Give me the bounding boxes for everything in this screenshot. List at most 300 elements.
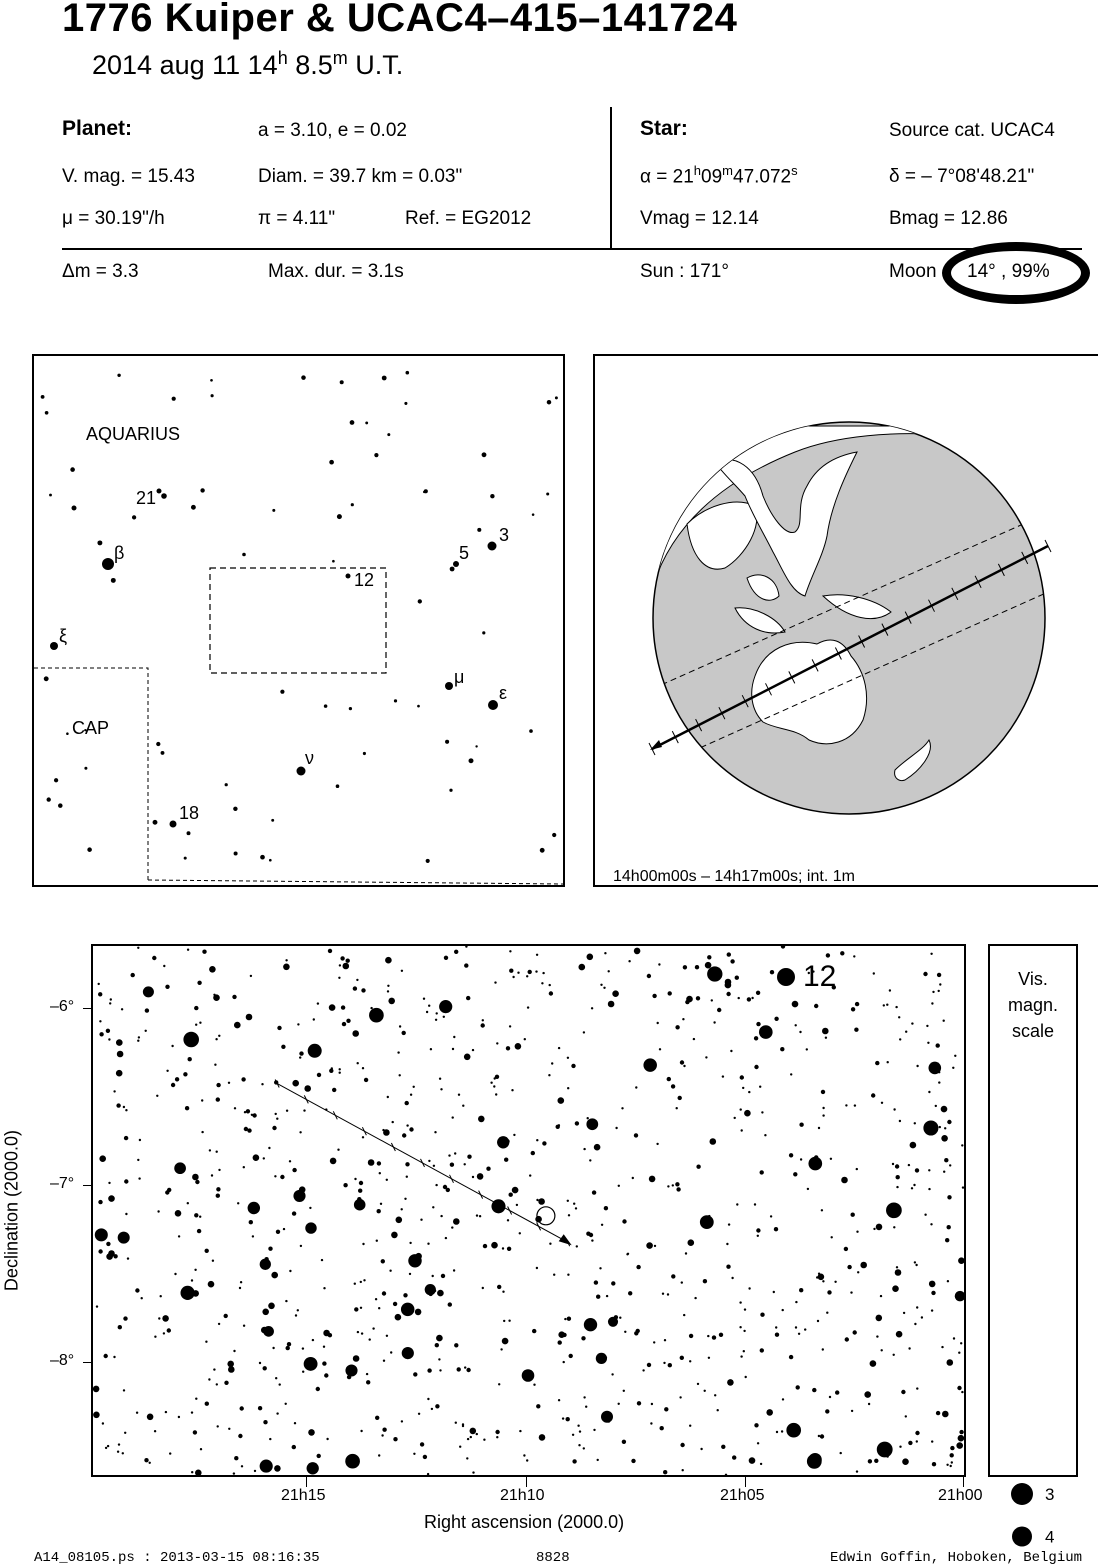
field-star [524,1038,526,1040]
field-star [571,1064,575,1068]
field-star [586,1118,598,1130]
field-star [628,960,630,962]
field-star [790,1073,792,1075]
field-star [116,1039,123,1046]
field-star [962,1186,964,1188]
field-star [939,1126,941,1128]
field-star [99,1032,103,1036]
field-star [572,1434,574,1436]
field-star [959,1430,963,1434]
field-star [381,1259,385,1263]
field-star [583,1148,585,1150]
field-star [628,1291,632,1295]
field-star [749,1457,756,1464]
field-star [676,1107,678,1109]
field-star [154,1430,156,1432]
field-star [410,1094,412,1096]
field-star [947,1280,949,1282]
field-star [597,1459,599,1461]
field-star [583,1031,585,1033]
field-star [263,1420,267,1424]
field-star [901,1390,905,1394]
field-star [583,1396,585,1398]
field-star [366,1380,370,1384]
field-star [775,1333,779,1337]
field-star [816,1276,818,1278]
field-star [935,1105,937,1107]
field-star [908,1164,910,1166]
field-star [700,1448,702,1450]
field-star [694,1297,696,1299]
field-star [98,1200,102,1204]
field-star [246,1109,250,1113]
finder-star [394,699,397,702]
star-right-ascension [640,163,798,188]
field-star [782,1309,784,1311]
field-star [369,1338,371,1340]
field-star [457,1367,461,1371]
finder-star [210,379,213,382]
field-star [682,1469,684,1471]
field-star [228,1428,230,1430]
field-star [160,1295,162,1297]
field-star [764,1134,766,1136]
planet-reference: Ref. = EG2012 [405,208,532,229]
field-star [636,1265,640,1269]
field-star [328,1333,332,1337]
field-star [418,1413,420,1415]
finder-star [382,376,387,381]
field-star [914,1261,916,1263]
field-star [689,1334,693,1338]
field-star [195,1398,197,1400]
field-star [911,1187,913,1189]
field-star [440,1215,442,1217]
field-star [756,1228,760,1232]
field-star [893,1108,895,1110]
field-star [96,1305,98,1307]
field-star [145,1008,149,1012]
field-star [389,1270,391,1272]
field-star [760,1313,764,1317]
field-star [467,1155,471,1159]
finder-star [271,819,274,822]
finder-star [161,751,165,755]
field-stars [93,944,965,1476]
field-star [399,1074,401,1076]
field-star [944,1127,946,1129]
field-star [664,1339,666,1341]
field-star [643,1058,657,1072]
field-star [472,1176,474,1178]
field-star [895,1164,899,1168]
finder-star [555,396,558,399]
field-star [686,996,693,1003]
field-star [192,1174,199,1181]
field-star [331,1067,333,1069]
field-star [760,1170,764,1174]
field-star [675,1025,679,1029]
field-star [542,1141,546,1145]
field-star [845,1104,847,1106]
field-star [383,1360,385,1362]
field-star [409,1242,411,1244]
field-star [834,1281,836,1283]
field-star [825,1409,829,1413]
field-star [915,1431,919,1435]
field-star [726,1243,728,1245]
field-star [317,1073,321,1077]
finder-star [170,821,177,828]
finder-star [45,411,49,415]
field-star [804,1328,806,1330]
finder-star [280,690,284,694]
ra-m-unit: m [722,163,733,178]
field-star [285,1300,287,1302]
field-star [125,1213,127,1215]
field-star [209,1149,211,1151]
x-tick-mark [526,1477,527,1487]
field-star [572,1459,576,1463]
x-tick-mark [963,1477,964,1487]
x-tick-mark [306,1477,307,1487]
field-star [868,1459,872,1463]
field-star [936,1411,940,1415]
field-star [957,1386,961,1390]
finder-star [187,831,191,835]
field-star [372,1327,374,1329]
field-star [93,1386,100,1393]
field-star [821,1209,823,1211]
finder-star [547,400,552,405]
field-star [381,1434,383,1436]
field-star [812,1388,816,1392]
x-axis-label: Right ascension (2000.0) [424,1512,625,1532]
field-star [693,1038,695,1040]
field-star [362,1243,364,1245]
field-star [663,1362,665,1364]
event-title: 1776 Kuiper & UCAC4–415–141724 [62,0,738,40]
field-star [401,970,403,972]
field-star [433,1165,435,1167]
field-star [495,1430,499,1434]
field-star [252,1113,256,1117]
field-star [261,1327,268,1334]
field-star [234,1456,238,1460]
field-star [741,1129,743,1131]
field-star [234,1107,236,1109]
field-star [382,1428,386,1432]
finder-star [324,704,328,708]
field-star [523,1454,525,1456]
ra-minutes: 09 [701,166,723,188]
field-star [406,1176,408,1178]
field-star [675,1182,679,1186]
field-star [268,1147,270,1149]
field-star [579,964,586,971]
field-star [668,1363,672,1367]
field-star [951,1461,953,1463]
field-star [958,1257,965,1264]
legend-dot [1012,1527,1032,1547]
field-star [647,1363,651,1367]
legend-magnitude-label: 4 [1045,1527,1055,1547]
field-star [280,1175,284,1179]
field-star [453,1218,460,1225]
field-star [954,1055,956,1057]
field-star [941,1346,943,1348]
field-star [276,1230,280,1234]
field-star [876,1335,878,1337]
field-star [953,1337,955,1339]
field-star [945,1238,949,1242]
path-tick [450,1175,454,1183]
field-star [147,1414,154,1421]
field-star [145,1030,147,1032]
finder-star [374,453,378,457]
field-star [292,1080,299,1087]
field-star [415,1253,422,1260]
field-star [509,1193,513,1197]
field-star [174,1273,176,1275]
ra-h-unit: h [693,163,702,178]
field-star [127,1257,129,1259]
field-star [937,973,941,977]
field-star [375,1416,379,1420]
star-heading: Star: [640,117,688,140]
field-star [167,1328,171,1332]
field-star [241,1077,245,1081]
field-star [486,1167,490,1171]
field-star [218,1323,220,1325]
field-star [382,1129,384,1131]
field-star [118,1325,122,1329]
field-star [415,1309,422,1316]
field-star [108,1195,115,1202]
y-tick-label: –6° [50,998,75,1015]
field-star [868,1403,870,1405]
field-star [736,1203,738,1205]
field-star [208,1281,215,1288]
field-star [149,1462,151,1464]
field-star [799,1288,803,1292]
field-star [914,1122,916,1124]
field-star [354,1199,366,1211]
field-star [664,1407,668,1411]
field-star [137,947,139,949]
field-star [683,1314,685,1316]
field-star [757,1442,759,1444]
field-star [275,1377,277,1379]
field-star [249,1220,253,1224]
field-star [167,1188,171,1192]
field-star [685,1252,687,1254]
field-star [705,962,712,969]
field-star [216,1187,220,1191]
field-star [721,1445,725,1449]
field-star [725,1474,727,1476]
field-star [436,1335,443,1342]
x-tick-label: 21h10 [500,1487,545,1504]
field-star [947,1359,954,1366]
field-star [792,1001,799,1008]
field-star [470,1428,477,1435]
field-star [453,1269,455,1271]
field-star [448,1302,452,1306]
path-tick [304,1095,308,1103]
field-star [840,951,844,955]
finder-star [529,729,533,733]
field-star [551,1062,553,1064]
field-star [370,1007,372,1009]
field-star [726,1265,730,1269]
field-star [106,1029,110,1033]
finder-star [482,631,485,634]
field-star [509,1025,511,1027]
field-star [915,1168,919,1172]
field-star [708,1215,710,1217]
field-star [299,1131,301,1133]
field-star [213,1368,215,1370]
field-star [947,1225,951,1229]
field-star [871,1093,875,1097]
field-star [668,991,672,995]
field-star [108,1038,110,1040]
path-ticks [275,1080,570,1247]
field-star [353,986,357,990]
field-star [853,1330,857,1334]
field-star [194,1269,196,1271]
field-star [317,1454,321,1458]
field-star [961,1391,963,1393]
field-star [759,1025,773,1039]
field-star [218,1169,220,1171]
field-star [660,1426,664,1430]
field-star [717,1008,721,1012]
field-star [205,1341,207,1343]
field-star [511,1089,513,1091]
x-tick-label: 21h00 [938,1487,983,1504]
field-star [942,1411,949,1418]
finder-star [47,797,51,801]
field-star [558,1124,560,1126]
field-star [194,1006,198,1010]
star-label-18: 18 [179,803,200,823]
field-star [154,1336,156,1338]
field-star [578,1444,580,1446]
field-star [495,1075,499,1079]
field-star [553,1274,555,1276]
field-star [432,1206,434,1208]
field-star [887,1061,889,1063]
field-star [569,1354,573,1358]
finder-star [449,789,452,792]
field-star [876,1315,883,1322]
finder-star [482,452,487,457]
field-star [577,1425,579,1427]
finder-star [102,558,114,570]
field-star [123,1106,125,1108]
field-star [589,1159,591,1161]
field-star [395,1314,402,1321]
field-star [875,1061,879,1065]
field-star [462,1105,464,1107]
field-star [886,1202,902,1218]
star-label-5: 5 [459,543,470,563]
field-star [526,1459,528,1461]
field-star [914,1323,916,1325]
field-star [688,1239,695,1246]
field-star [339,1068,341,1070]
field-star [308,1429,315,1436]
field-star [599,1267,601,1269]
field-star [454,1152,456,1154]
field-star [191,1279,193,1281]
field-star [856,1231,858,1233]
field-star [507,1247,511,1251]
field-star [507,1219,509,1221]
field-star [961,1144,963,1146]
field-star [109,1002,111,1004]
x-tick-mark [745,1477,746,1487]
field-star [864,1391,871,1398]
finder-star [50,642,58,650]
field-star [197,981,201,985]
field-star [195,1180,199,1184]
field-star [667,1077,671,1081]
field-star [378,1454,380,1456]
field-star [110,998,112,1000]
field-star [289,1270,291,1272]
field-star [191,1471,193,1473]
field-star [238,1434,242,1438]
field-star [676,1187,680,1191]
field-star [896,1266,898,1268]
field-star [476,1214,478,1216]
field-star [722,1075,724,1077]
field-star [508,1320,510,1322]
finder-star [490,494,494,498]
field-star [663,1470,667,1474]
field-star [502,1291,504,1293]
finder-star [404,402,407,405]
finder-star [153,820,158,825]
detail-star-chart [93,946,964,1475]
field-star [931,1309,933,1311]
field-star [516,1204,518,1206]
field-star [946,1464,948,1466]
field-star [950,1465,952,1467]
field-star [299,1186,306,1193]
field-star [905,1415,907,1417]
field-star [397,1051,399,1053]
field-star [672,1184,674,1186]
field-star [183,1032,199,1048]
finder-star [346,574,351,579]
field-star [439,1078,441,1080]
field-star [464,1163,466,1165]
field-star [876,1224,883,1231]
star-bmag: Bmag = 12.86 [889,208,1008,229]
field-star [947,1195,951,1199]
field-star [567,1057,569,1059]
field-star [943,1171,945,1173]
field-star [652,994,656,998]
y-tick-mark [83,1185,91,1186]
field-star [789,1153,793,1157]
field-star [606,1295,608,1297]
field-star [653,1341,655,1343]
